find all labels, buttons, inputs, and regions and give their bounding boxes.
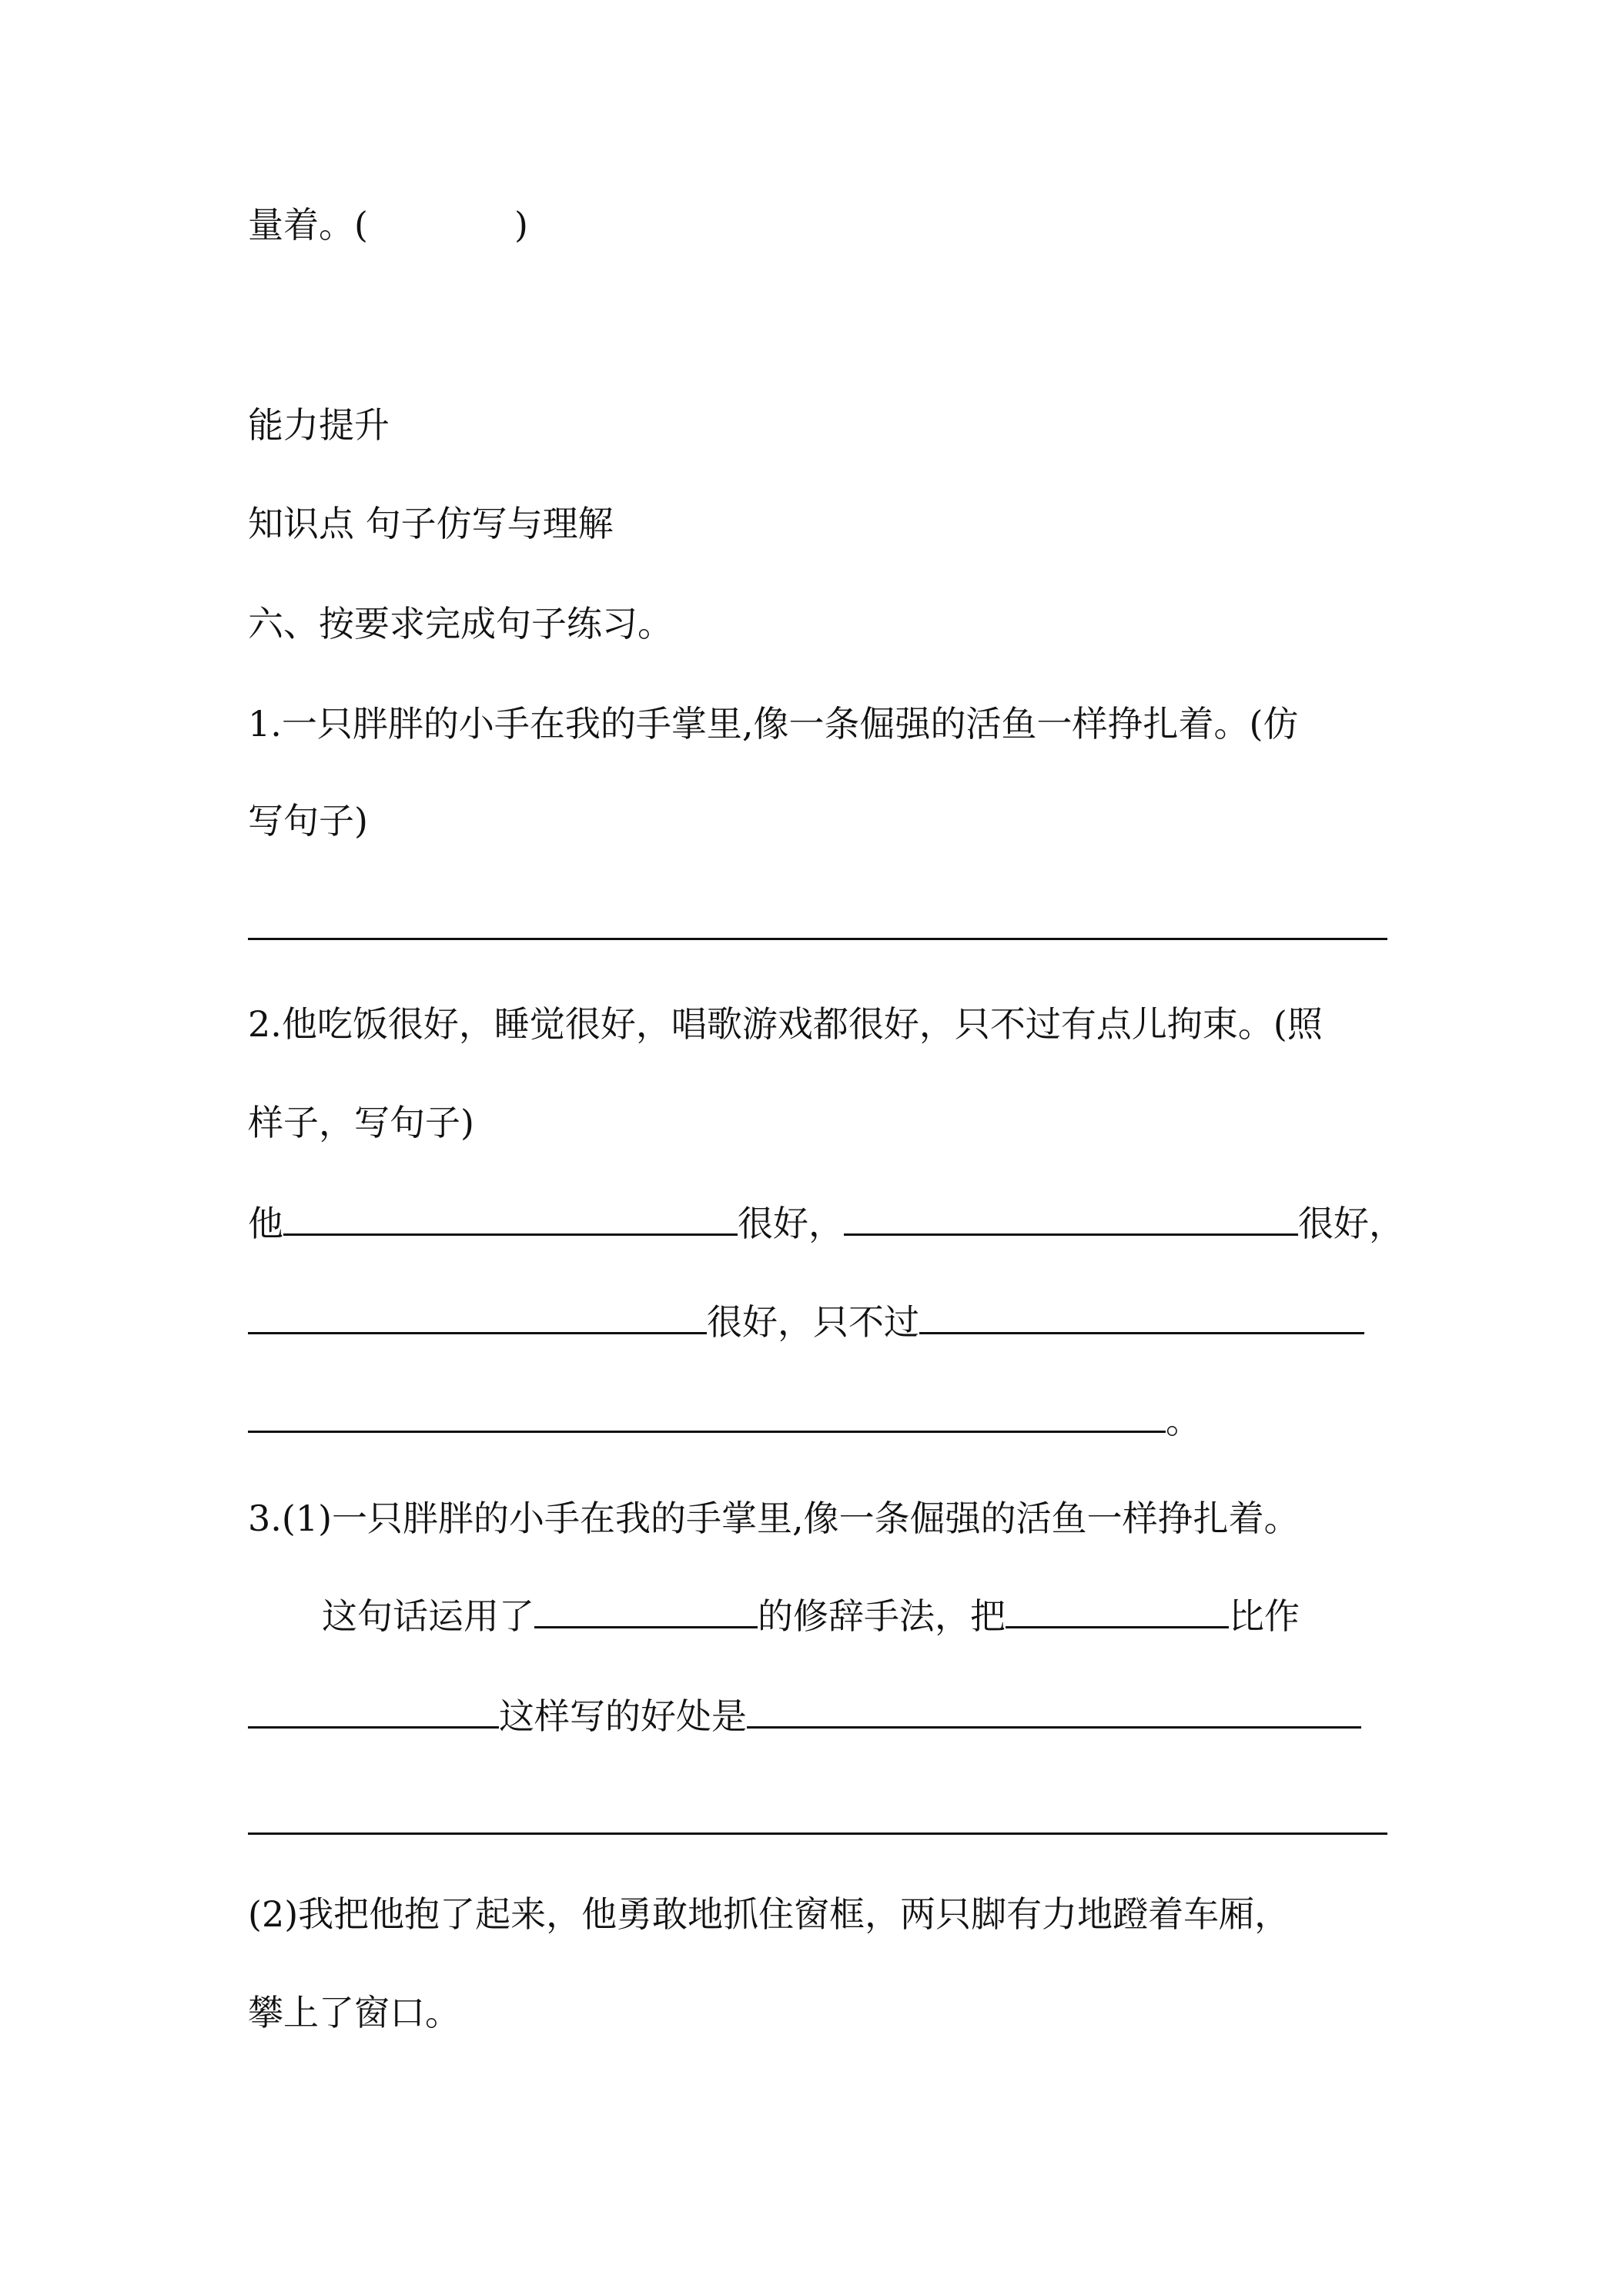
q3-fill-compare: 比作 [1229,1595,1300,1637]
q3-1-fill-line-1 [322,1592,1300,1638]
q3-1-fill-line-2 [248,1692,1361,1739]
q1-line-1: 1.一只胖胖的小手在我的手掌里,像一条倔强的活鱼一样挣扎着。(仿 [248,703,1299,745]
q2-fill-good-2: 很好， [1298,1203,1404,1244]
q2-blank-4[interactable] [919,1298,1364,1334]
q2-line-2: 样子，写句子) [248,1102,474,1143]
q3-1-answer-line[interactable] [248,1832,1387,1835]
continuation-line [248,202,528,248]
continuation-close: ) [514,204,528,246]
q2-line-1: 2.他吃饭很好，睡觉很好，唱歌游戏都很好，只不过有点儿拘束。(照 [248,1003,1323,1045]
q2-fill-he: 他 [248,1203,283,1244]
q2-blank-5[interactable] [248,1397,1166,1433]
q3-blank-object[interactable] [1006,1592,1229,1628]
q3-blank-rhetoric[interactable] [534,1592,758,1628]
q3-fill-technique: 的修辞手法，把 [758,1595,1006,1637]
q2-fill-line-2 [248,1298,1364,1344]
q2-fill-good-1: 很好， [738,1203,844,1244]
q2-blank-1[interactable] [283,1200,738,1236]
q3-blank-target[interactable] [248,1692,499,1729]
knowledge-point: 知识点 句子仿写与理解 [248,503,614,544]
q3-fill-benefit: 这样写的好处是 [499,1695,747,1737]
q2-fill-period: 。 [1166,1400,1201,1441]
q3-fill-used: 这句话运用了 [322,1595,534,1637]
section-heading: 能力提升 [248,404,390,446]
q2-fill-line-1 [248,1200,1404,1246]
q2-fill-good-only: 很好，只不过 [707,1301,919,1343]
question-6-title: 六、按要求完成句子练习。 [248,603,673,644]
q1-answer-line[interactable] [248,938,1387,940]
q2-blank-3[interactable] [248,1298,707,1334]
q3-2-line-1: (2)我把他抱了起来，他勇敢地抓住窗框，两只脚有力地蹬着车厢， [248,1893,1290,1935]
q2-fill-line-3 [248,1397,1201,1443]
q3-blank-benefit[interactable] [747,1692,1361,1729]
q3-1-sentence: 3.(1)一只胖胖的小手在我的手掌里,像一条倔强的活鱼一样挣扎着。 [248,1498,1300,1539]
q3-2-line-2: 攀上了窗口。 [248,1992,460,2033]
q2-blank-2[interactable] [844,1200,1298,1236]
q1-line-2: 写句子) [248,800,368,842]
continuation-text: 量着。( [248,204,368,246]
